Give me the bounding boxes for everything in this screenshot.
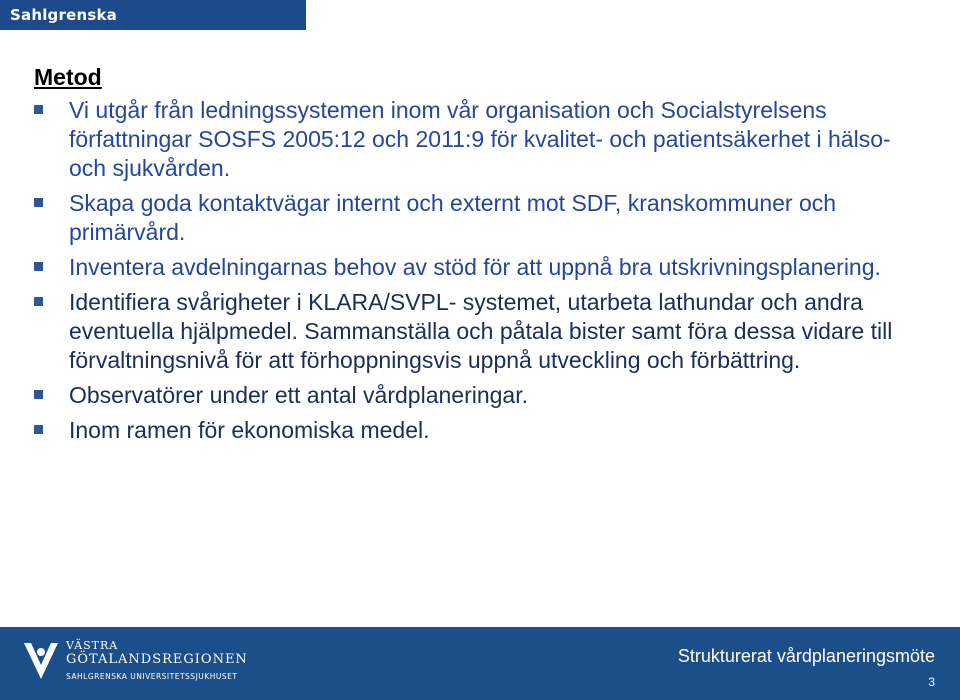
logo-line-1: VÄSTRA — [66, 639, 119, 652]
bullet-text: Inventera avdelningarnas behov av stöd för att uppnå bra utskrivningsplanering. — [69, 254, 881, 280]
footer-bar — [0, 627, 960, 700]
bullet-text: Skapa goda kontaktvägar internt och externt mot SDF, kranskommuner och primärvård. — [69, 190, 837, 245]
square-bullet-icon — [34, 105, 43, 114]
list-item — [34, 416, 914, 445]
hospital-banner: Sahlgrenska Universitetssjukhuset — [0, 0, 306, 30]
vgr-logo — [22, 637, 248, 687]
bullet-text: Identifiera svårigheter i KLARA/SVPL- systemet, utarbeta lathundar och andra eventuella hjälpmedel. Sammanställa och påtala bister samt föra dessa vidare till förvaltningsnivå för att förhoppningsvis uppnå utveckling och förbättring. — [69, 289, 893, 373]
bullet-list — [34, 96, 914, 445]
list-item — [34, 253, 914, 282]
bullet-text: Inom ramen för ekonomiska medel. — [69, 417, 430, 443]
list-item — [34, 189, 914, 247]
square-bullet-icon — [34, 390, 43, 399]
list-item — [34, 96, 914, 183]
list-item — [34, 288, 914, 375]
square-bullet-icon — [34, 425, 43, 434]
logo-line-3: SAHLGRENSKA UNIVERSITETSSJUKHUSET — [66, 672, 238, 681]
square-bullet-icon — [34, 297, 43, 306]
square-bullet-icon — [34, 198, 43, 207]
bullet-text: Vi utgår från ledningssystemen inom vår organisation och Socialstyrelsens författningar SOSFS 2005:12 och 2011:9 för kvalitet- och patientsäkerhet i hälso- och sjukvården. — [69, 97, 891, 181]
slide-content — [34, 62, 914, 451]
vgr-emblem-icon — [22, 639, 60, 685]
slide-title: Metod — [34, 64, 102, 90]
footer-title: Strukturerat vårdplaneringsmöte — [677, 646, 935, 666]
page-number: 3 — [928, 675, 935, 689]
bullet-text: Observatörer under ett antal vårdplaneringar. — [69, 382, 528, 408]
logo-line-2: GÖTALANDSREGIONEN — [66, 652, 248, 667]
square-bullet-icon — [34, 262, 43, 271]
list-item — [34, 381, 914, 410]
